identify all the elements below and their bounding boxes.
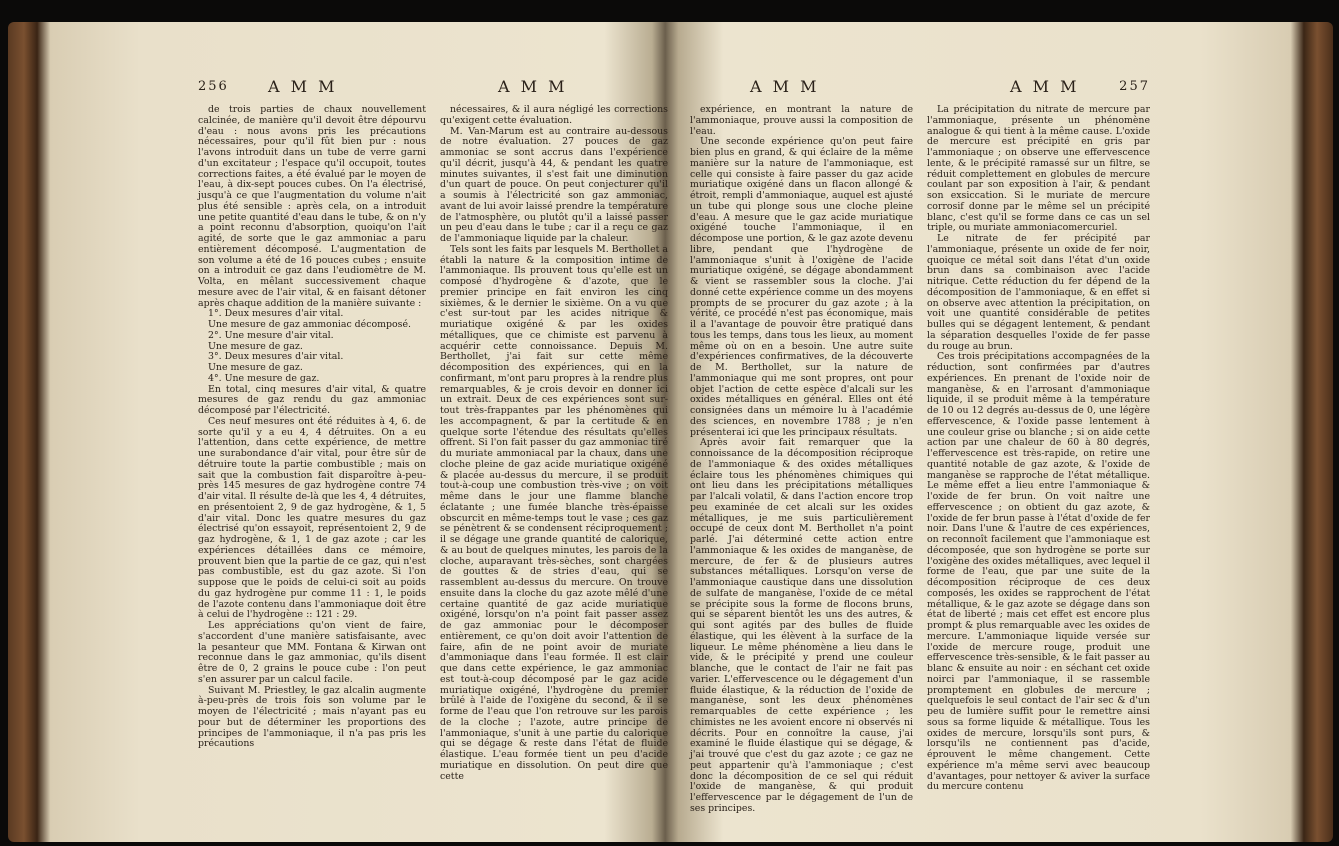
paragraph: de trois parties de chaux nouvellement calcinée, de manière qu'il devoit être dépourvu d'eau : nous avons pris les précautions nécessaires, pour qu'il fût bien pur : nous l'avons introduit dans un tube de verre garni d'un excitateur ; l'espace qu'il occupoit, toutes corrections faites, a été évalué par le moyen de l'eau, à dix-sept pouces cubes. On l'a électrisé, jusqu'à ce que l'augmentation du volume n'ait plus été sensible : après cela, on a introduit une petite quantité d'eau dans le tube, & on n'y a point reconnu d'absorption, quoiqu'on l'ait agité, de sorte que le gaz ammoniac a paru entièrement décomposé. L'augmentation de son volume a été de 16 pouces cubes ; ensuite on a introduit ce gaz dans l'eudiomètre de M. Volta, en mêlant successivement chaque mesure avec de l'air vital, & en faisant détoner après chaque addition de la manière suivante : [198,104,426,309]
right-column-1 [690,105,913,815]
right-page [690,77,1150,814]
paragraph: En total, cinq mesures d'air vital, & quatre mesures de gaz rendu du gaz ammoniac décomposé par l'électricité. [198,383,426,416]
paragraph: Après avoir fait remarquer que la connoissance de la décomposition réciproque de l'ammoniaque & des oxides métalliques éclaire tous les phénomènes chimiques qui ont lieu dans les précipitations métalliques par l'alcali volatil, & dans l'action encore trop peu examinée de cet alcali sur les oxides métalliques, je me suis particulièrement occupé de ceux dont M. Berthollet n'a point parlé. J'ai déterminé cette action entre l'ammoniaque & les oxides de manganèse, de mercure, de fer & de plusieurs autres substances métalliques. Lorsqu'on verse de l'ammoniaque caustique dans une dissolution de sulfate de manganèse, l'oxide de ce métal se précipite sous la forme de flocons bruns, qui se séparent bientôt les uns des autres, & qui sont agités par des bulles de fluide élastique, qui les élèvent à la surface de la liqueur. Le même phénomène a lieu dans le vide, & le précipité y prend une couleur blanche, que le contact de l'air ne fait pas varier. L'effervescence ou le dégagement d'un fluide élastique, & la réduction de l'oxide de manganèse, sont les deux phénomènes remarquables de cette expérience ; les chimistes ne les avoient encore ni observés ni décrits. Pour en connoître la cause, j'ai examiné le fluide élastique qui se dégage, & j'ai trouvé que c'est du gaz azote ; ce gaz ne peut appartenir qu'à l'ammoniaque ; c'est donc la décomposition de ce sel qui réduit l'oxide de manganèse, & qui produit l'effervescence par le dégagement de l'un de ses principes. [690,437,913,814]
paragraph: M. Van-Marum est au contraire au-dessous de notre évaluation. 27 pouces de gaz ammoniac se sont accrus dans l'expérience qu'il décrit, jusqu'à 44, & pendant les quatre minutes suivantes, il s'est fait une diminution d'un quart de pouce. On peut conjecturer qu'il a soumis à l'électricité son gaz ammoniac, avant de lui avoir laissé prendre la température de l'atmosphère, ou plutôt qu'il a laissé passer un peu d'eau dans le tube ; car il a reçu ce gaz de l'ammoniaque liquide par la chaleur. [440,125,668,244]
paragraph: La précipitation du nitrate de mercure par l'ammoniaque, présente un phénomène analogue & qui tient à la même cause. L'oxide de mercure est précipité en gris par l'ammoniaque ; on observe une effervescence lente, & le précipité ramassé sur un filtre, se réduit complettement en globules de mercure coulant par son exposition à l'air, & pendant son exsiccation. Si le muriate de mercure corrosif donne par le même sel un précipité blanc, c'est qu'il se forme dans ce cas un sel triple, ou muriate ammoniacomercuriel. [927,104,1150,234]
right-running-head-1: A M M [750,77,820,96]
paragraph: Une mesure de gaz ammoniac décomposé. [208,319,411,330]
paragraph: 3°. Deux mesures d'air vital. [208,351,344,363]
paragraph: Suivant M. Priestley, le gaz alcalin augmente à-peu-près de trois fois son volume par le moyen de l'électricité ; mais n'ayant pas eu pour but de déterminer les proportions des principes de l'ammoniaque, il n'a pas pris les précautions [198,684,426,750]
right-page-number: 257 [1119,79,1150,94]
paragraph: nécessaires, & il aura négligé les corrections qu'exigent cette évaluation. [440,104,668,126]
paragraph: 1°. Deux mesures d'air vital. [208,308,344,320]
paragraph: 4°. Une mesure de gaz. [208,372,320,384]
paragraph: expérience, en montrant la nature de l'ammoniaque, prouve aussi la composition de l'eau. [690,104,913,137]
paragraph: Ces neuf mesures ont été réduites à 4, 6. de sorte qu'il y a eu 4, 4 détruites. On a eu l'attention, dans cette expérience, de mettre une surabondance d'air vital, pour être sûr de détruire toute la partie combustible ; mais on sait que la combustion fait disparoître à-peu-près 145 mesures de gaz hydrogène contre 74 d'air vital. Il résulte de-là que les 4, 4 détruites, en présentoient 2, 9 de gaz hydrogène, & 1, 5 d'air vital. Donc les quatre mesures du gaz électrisé qu'on essayoit, représentoient 2, 9 de gaz hydrogène, & 1, 1 de gaz azote ; car les expériences détaillées dans ce mémoire, prouvent bien que la partie de ce gaz, qui n'est pas combustible, est du gaz azote. Si l'on suppose que le poids de celui-ci soit au poids du gaz hydrogène pur comme 11 : 1, le poids de l'azote contenu dans l'ammoniaque doit être à celui de l'hydrogène :: 121 : 29. [198,415,426,621]
right-column-2 [927,105,1150,815]
paragraph: Les appréciations qu'on vient de faire, s'accordent d'une manière satisfaisante, avec la pesanteur que MM. Fontana & Kirwan ont reconnue dans le gaz ammoniac, qu'ils disent être de 0, 2 grains le pouce cube : l'on peut s'en assurer par un calcul facile. [198,620,426,685]
paragraph: Une mesure de gaz. [208,362,303,373]
left-page-header [198,77,668,105]
left-page-number: 256 [198,79,229,94]
right-running-head-2: A M M [1010,77,1080,96]
left-running-head-2: A M M [498,77,568,96]
paragraph: Une mesure de gaz. [208,340,303,352]
left-column-1 [198,105,426,782]
paragraph: 2°. Une mesure d'air vital. [208,329,334,341]
paragraph: Le nitrate de fer précipité par l'ammoniaque, présente un oxide de fer noir, quoique ce métal soit dans l'état d'un oxide brun dans sa combinaison avec l'acide nitrique. Cette réduction du fer dépend de la décomposition de l'ammoniaque, & en effet si on observe avec attention la précipitation, on voit une quantité considérable de petites bulles qui se dégagent lentement, & pendant la séparation desquelles l'oxide de fer passe du rouge au brun. [927,233,1150,352]
paragraph: Tels sont les faits par lesquels M. Berthollet a établi la nature & la composition intime de l'ammoniaque. Ils prouvent tous qu'elle est un composé d'hydrogène & d'azote, que le premier principe en fait environ les cinq sixièmes, & le dernier le sixième. On a vu que c'est sur-tout par les acides nitrique & muriatique oxigéné & par les oxides métalliques, que ce chimiste est parvenu à acquérir cette connoissance. Depuis M. Berthollet, j'ai fait sur cette même décomposition des expériences, qui en la confirmant, m'ont paru propres à la rendre plus remarquables, & je crois devoir en donner ici un extrait. Deux de ces expériences sont sur-tout très-frappantes par les phénomènes qui les accompagnent, & par la certitude & en quelque sorte l'étendue des résultats qu'elles offrent. Si l'on fait passer du gaz ammoniac tiré du muriate ammoniacal par la chaux, dans une cloche pleine de gaz acide muriatique oxigéné & placée au-dessus du mercure, il se produit tout-à-coup une combustion très-vive ; on voit même dans le jour une flamme blanche éclatante ; une fumée blanche très-épaisse obscurcit en même-temps tout le vase ; ces gaz se pénètrent & se condensent réciproquement ; il se dégage une grande quantité de calorique, & au bout de quelques minutes, les parois de la cloche, auparavant très-sèches, sont chargées de gouttes & de stries d'eau, qui se rassemblent au-dessus du mercure. On trouve ensuite dans la cloche du gaz azote mêlé d'une certaine quantité de gaz acide muriatique oxigéné, lorsqu'on n'a point fait passer assez de gaz ammoniac pour le décomposer entièrement, ce qu'on doit avoir l'attention de faire, afin de ne point avoir de muriate d'ammoniaque dans l'eau formée. Il est clair que dans cette expérience, le gaz ammoniac est tout-à-coup décomposé par le gaz acide muriatique oxigéné, l'hydrogène du premier brûlé à l'aide de l'oxigène du second, & il se forme de l'eau que l'on retrouve sur les parois de la cloche ; l'azote, autre principe de l'ammoniaque, s'unit à une partie du calorique qui se dégage & reste dans l'état de fluide élastique. L'eau formée tient un peu d'acide muriatique en dissolution. On peut dire que cette [440,243,668,782]
paragraph: Une seconde expérience qu'on peut faire bien plus en grand, & qui éclaire de la même manière sur la nature de l'ammoniaque, est celle qui consiste à faire passer du gaz acide muriatique oxigéné dans un flacon allongé & étroit, rempli d'ammoniaque, auquel est ajusté un tube qui plonge sous une cloche pleine d'eau. A mesure que le gaz acide muriatique oxigéné touche l'ammoniaque, il en décompose une portion, & le gaz azote devenu libre, pendant que l'hydrogène de l'ammoniaque s'unit à l'oxigène de l'acide muriatique oxigéné, se dégage abondamment & vient se rassembler sous la cloche. J'ai donné cette expérience comme un des moyens prompts de se procurer du gaz azote ; à la vérité, ce procédé n'est pas économique, mais il a l'avantage de pouvoir être pratiqué dans tous les temps, dans tous les lieux, au moment même où on en a besoin. Une autre suite d'expériences confirmatives, de la découverte de M. Berthollet, sur la nature de l'ammoniaque qui me sont propres, ont pour objet l'action de cette espèce d'alcali sur les oxides métalliques en général. Elles ont été consignées dans un mémoire lu à l'académie des sciences, en novembre 1788 ; je n'en présenterai ici que les principaux résultats. [690,136,913,438]
open-book [8,22,1333,842]
right-page-header [690,77,1150,105]
left-running-head-1: A M M [268,77,338,96]
paragraph: Ces trois précipitations accompagnées de la réduction, sont confirmées par d'autres expériences. En prenant de l'oxide noir de manganèse, & en l'arrosant d'ammoniaque liquide, il se produit même à la température de 10 ou 12 degrés au-dessus de 0, une légère effervescence, & l'oxide passe lentement à une couleur grise ou blanche ; si on aide cette action par une chaleur de 60 à 80 degrés, l'effervescence est très-rapide, on retire une quantité notable de gaz azote, & l'oxide de manganèse se rapproche de l'état métallique. Le même effet a lieu entre l'ammoniaque & l'oxide de fer brun. On voit naître une effervescence ; on obtient du gaz azote, & l'oxide de fer brun passe à l'état d'oxide de fer noir. Dans l'une & l'autre de ces expériences, on reconnoît facilement que l'ammoniaque est décomposée, que son hydrogène se porte sur l'oxigène des oxides métalliques, avec lequel il forme de l'eau, que par une suite de la décomposition réciproque de ces deux composés, les oxides se rapprochent de l'état métallique, & le gaz azote se dégage dans son état de liberté ; mais cet effet est encore plus prompt & plus remarquable avec les oxides de mercure. L'ammoniaque liquide versée sur l'oxide de mercure rouge, produit une effervescence très-sensible, & le fait passer au blanc & ensuite au noir : en séchant cet oxide noirci par l'ammoniaque, il se rassemble promptement en globules de mercure ; quelquefois le seul contact de l'air sec & d'un peu de lumière suffit pour le remettre ainsi sous sa forme liquide & métallique. Tous les oxides de mercure, lorsqu'ils sont purs, & lorsqu'ils ne contiennent pas d'acide, éprouvent le même changement. Cette expérience m'a même servi avec beaucoup d'avantages, pour nettoyer & aviver la surface du mercure contenu [927,351,1150,793]
left-page [198,77,668,782]
left-column-2 [440,105,668,782]
